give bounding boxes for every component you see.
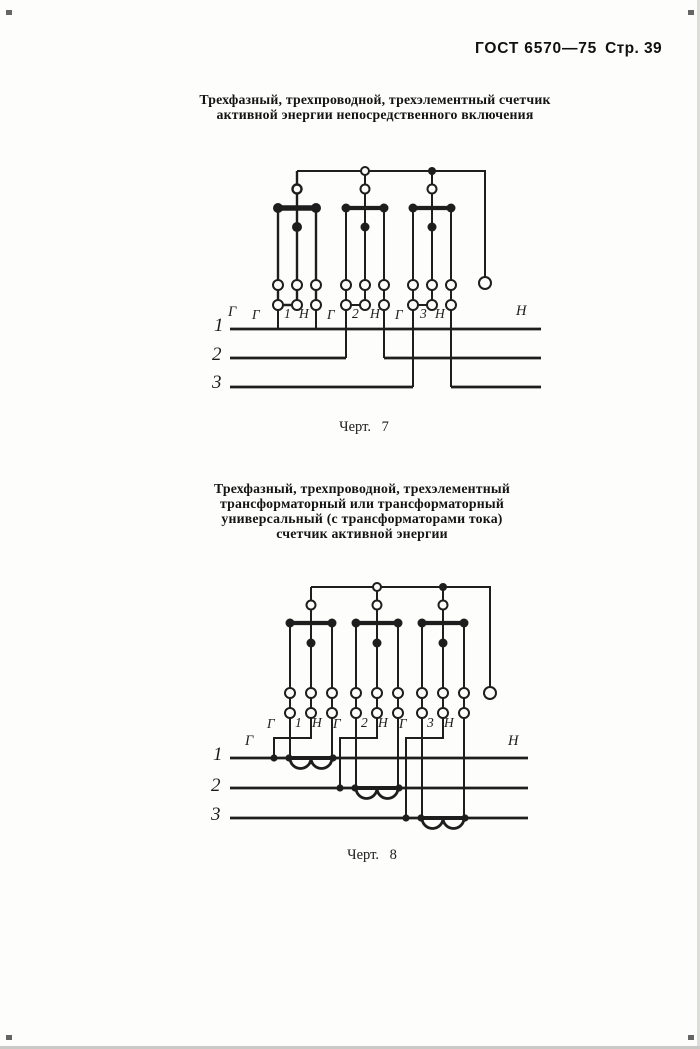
f7-e3-terminal-g-label: Г [395,307,403,322]
f8-e1-terminal-g-label: Г [267,716,275,731]
f8-e2-terminal-v-label: 2 [361,715,368,730]
f8-e3-terminal-v-label: 3 [427,715,434,730]
figure8-title-line4: счетчик активной энергии [276,525,448,541]
figure7-title-line1: Трехфазный, трехпроводной, трехэлементный счетчик [199,92,551,107]
figure8-title-line2: трансформаторный или трансформаторный [220,495,504,511]
f8-neutral-terminal [484,687,496,699]
f7-neutral-terminal [479,277,491,289]
page-number: Стр. 39 [605,40,662,57]
f7-neutral-bus [297,171,485,277]
f8-generator-label: Г [245,733,254,749]
f8-e3-terminal-n-label: Н [444,715,454,730]
f7-bus-junction-2 [361,167,369,175]
figure7-caption: Черт. 7 [339,419,389,435]
figure7-diagram [230,167,541,387]
f8-bus-junction-3 [439,583,447,591]
f8-current-transformer-3 [402,814,468,828]
f8-phase1-label: 1 [213,744,223,765]
f8-e1-terminal-v-label: 1 [295,715,302,730]
figure8-title-line3: универсальный (с трансформаторами тока) [221,510,503,526]
f8-bus-junction-2 [373,583,381,591]
f7-load-label: Н [516,303,527,319]
f8-current-transformer-1 [270,754,336,768]
f8-phase2-label: 2 [211,775,221,796]
f7-e1-terminal-g-label: Г [252,307,260,322]
f8-e2-terminal-g-label: Г [333,716,341,731]
f8-element3-wiring [406,715,464,818]
f7-e1-terminal-n-label: Н [299,306,309,321]
f7-e3-terminal-v-label: 3 [420,306,427,321]
figure8-diagram [230,583,528,829]
f7-generator-label: Г [228,304,237,320]
standard-number: ГОСТ 6570—75 [475,40,598,57]
f8-phase3-label: 3 [211,804,221,825]
f7-e2-terminal-n-label: Н [370,306,380,321]
f7-e1-terminal-v-label: 1 [284,306,291,321]
f7-phase3-label: 3 [212,372,222,393]
f7-element3-line-taps [413,310,451,387]
f7-bus-junction-3 [428,167,436,175]
f7-phase1-label: 1 [214,315,224,336]
f8-element2-wiring [340,715,398,788]
f8-current-transformer-2 [336,784,402,798]
f7-e2-terminal-v-label: 2 [352,306,359,321]
figure8-caption: Черт. 8 [347,847,397,863]
f8-e2-terminal-n-label: Н [378,715,388,730]
f7-e3-terminal-n-label: Н [435,306,445,321]
f8-e3-terminal-g-label: Г [399,716,407,731]
figure7-title-line2: активной энергии непосредственного включения [216,107,534,122]
f7-e2-terminal-g-label: Г [327,307,335,322]
f8-element1-wiring [274,715,332,758]
f7-phase2-label: 2 [212,344,222,365]
f8-load-label: Н [508,733,519,749]
f8-e1-terminal-n-label: Н [312,715,322,730]
figure8-title-line1: Трехфазный, трехпроводной, трехэлементный [213,481,511,496]
